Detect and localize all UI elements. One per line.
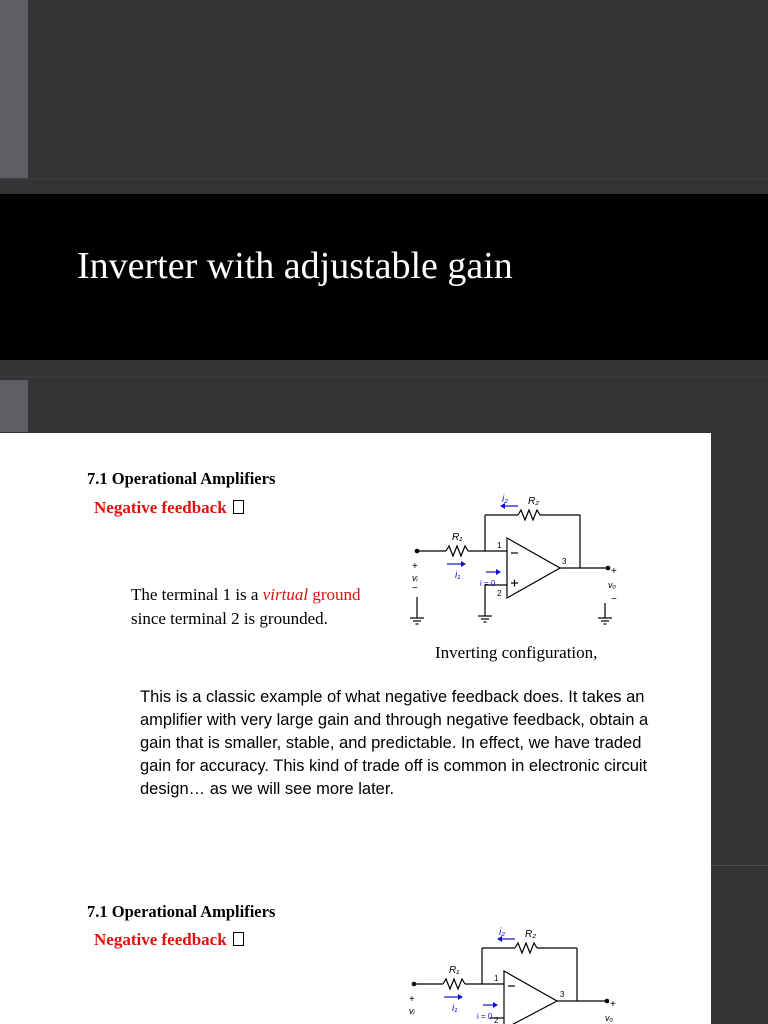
circuit-caption: Inverting configuration, [435,643,598,662]
virtual-ground-suffix: ground [312,585,361,604]
divider-line-top [0,178,768,180]
vo-label-2: vₒ [605,1013,614,1023]
negative-feedback-label-2 [94,930,244,950]
i-zero-label: i = 0 [480,579,496,588]
output-minus-sign: − [611,594,617,605]
virtual-ground-emphasis: virtual [262,585,309,604]
node2-label-2: 2 [494,1016,499,1024]
divider-line-bottom [0,376,768,378]
negative-feedback-text-2: Negative feedback [94,930,227,949]
vo-label: vₒ [608,580,617,590]
r1-label-2: R₁ [449,965,460,976]
inverting-amplifier-diagram-2 [400,921,640,1024]
opamp-triangle [507,538,560,598]
node3-label: 3 [562,557,567,566]
virtual-ground-prefix: The terminal 1 is a [131,585,259,604]
slide-heading: 7.1 Operational Amplifiers [87,469,276,488]
i1-label: i₁ [455,570,461,581]
r2-label: R₂ [528,496,540,507]
slide-page [0,433,711,1024]
node2-label: 2 [497,589,502,598]
i1-label-2: i₁ [452,1003,458,1014]
left-accent-bar-top [0,0,28,178]
negative-feedback-text: Negative feedback [94,498,227,517]
vi-label-2: vᵢ [409,1006,415,1016]
node1-label: 1 [497,541,502,550]
node1-label-2: 1 [494,974,499,983]
right-edge-line [711,865,768,866]
input-minus-sign: − [412,583,418,594]
i2-label-2: i₂ [499,927,506,938]
virtual-ground-line2: since terminal 2 is grounded. [131,609,328,628]
slide2-heading: 7.1 Operational Amplifiers [87,902,276,921]
r1-label: R₁ [452,532,463,543]
node3-label-2: 3 [560,990,565,999]
virtual-ground-line1 [131,585,360,605]
r2-label-2: R₂ [525,929,537,940]
output-plus-sign: + [611,566,617,577]
square-box-icon [233,500,244,514]
page-title: Inverter with adjustable gain [77,245,513,287]
vi-label: vᵢ [412,573,418,583]
inverting-amplifier-diagram [400,488,640,628]
i-zero-label-2: i = 0 [477,1012,493,1021]
input-plus-sign: + [412,561,418,572]
i2-label: i₂ [502,494,509,505]
negative-feedback-label [94,498,244,518]
square-box-icon [233,932,244,946]
feedback-paragraph: This is a classic example of what negative feedback does. It takes an amplifier with very large gain and through negative feedback, obtain a gain that is smaller, stable, and predictable. In effect, we have traded gain for accuracy. This kind of trade off is common in electronic circuit design… as we will see more later. [140,688,649,798]
left-accent-bar-mid [0,380,28,432]
input-plus-sign-2: + [409,994,415,1005]
output-plus-sign-2: + [610,999,616,1010]
